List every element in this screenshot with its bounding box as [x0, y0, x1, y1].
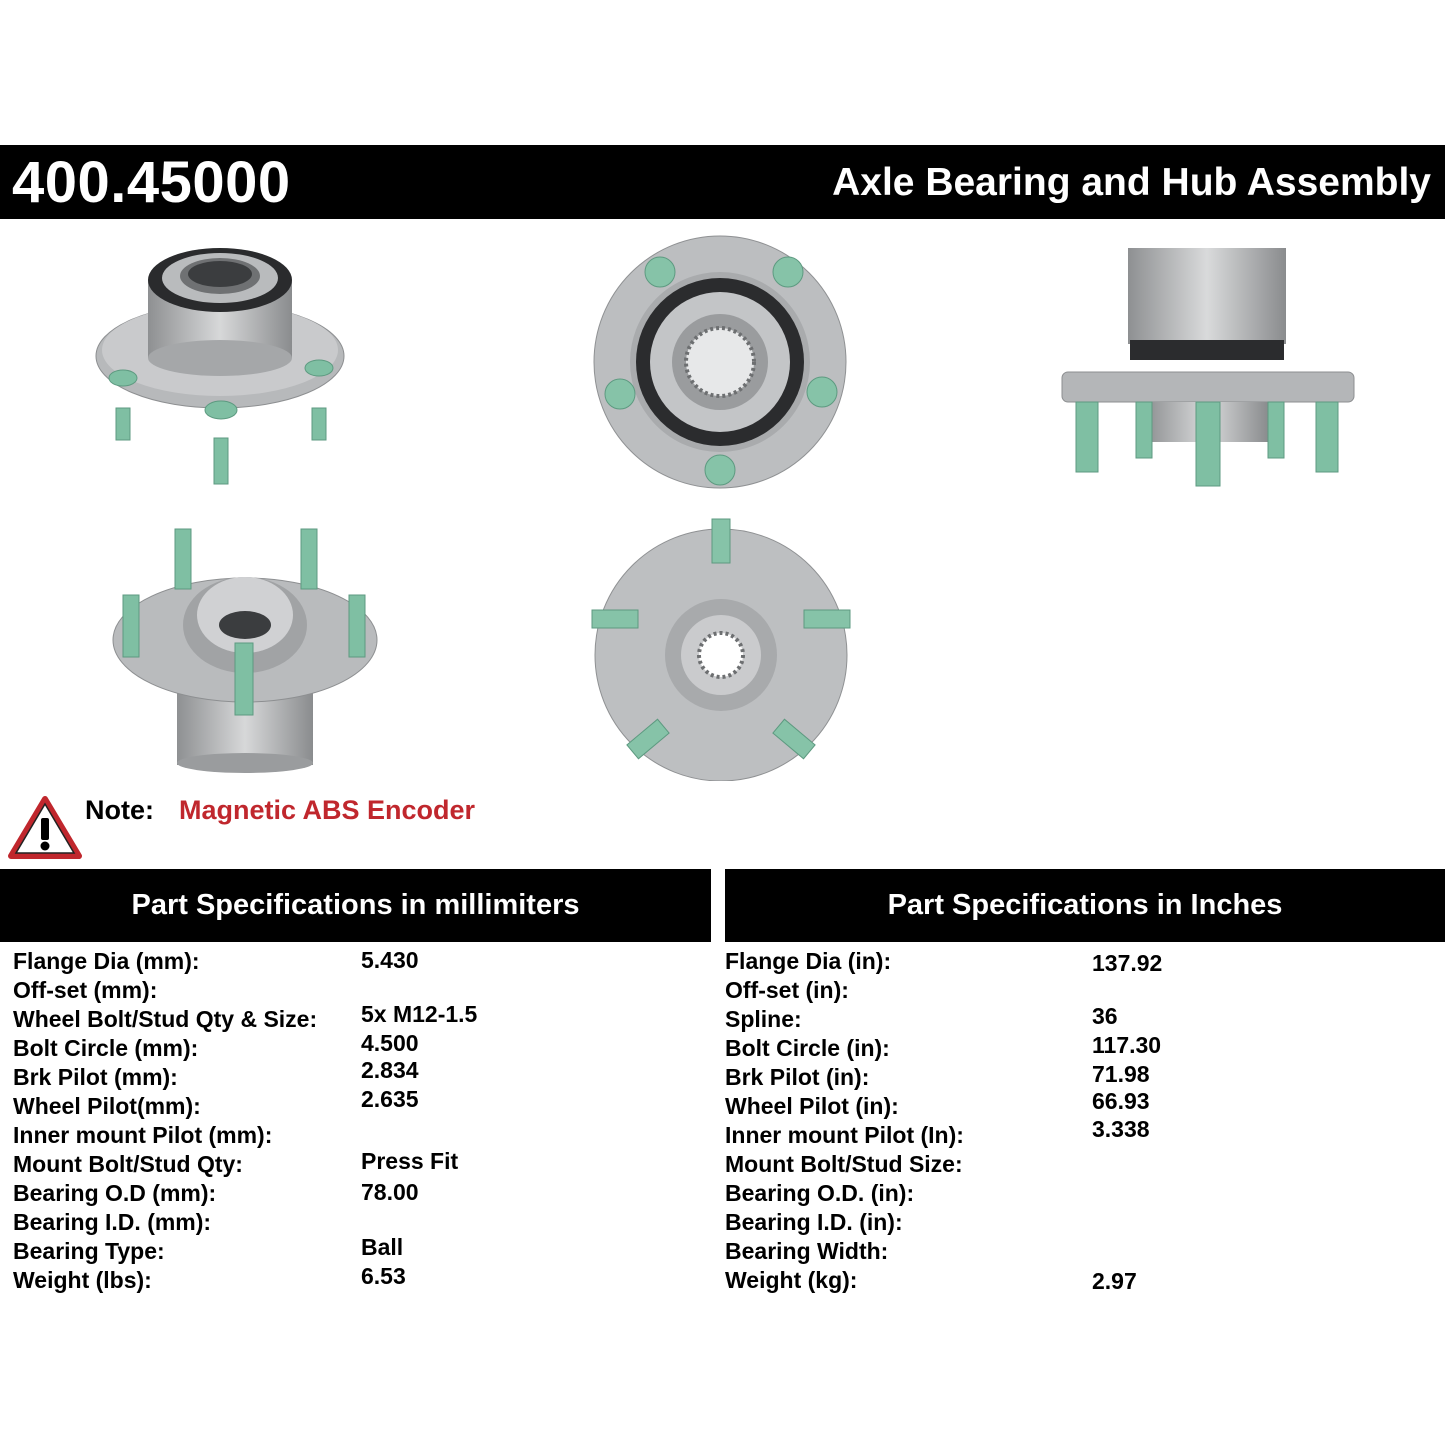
hub-view-angled-top: [90, 228, 355, 493]
spec-label: Flange Dia (mm):: [13, 948, 200, 974]
spec-label: Wheel Pilot (in):: [725, 1093, 899, 1119]
spec-label: Bolt Circle (mm):: [13, 1035, 199, 1061]
spec-label: Wheel Pilot(mm):: [13, 1093, 201, 1119]
spec-label: Bearing Width:: [725, 1238, 889, 1264]
spec-label: Mount Bolt/Stud Size:: [725, 1151, 963, 1177]
spec-label: Brk Pilot (in):: [725, 1064, 870, 1090]
spec-value: 3.338: [1092, 1116, 1150, 1142]
spec-value: 5x M12-1.5: [361, 1001, 478, 1027]
warning-triangle-icon: [8, 796, 82, 860]
spec-value: 6.53: [361, 1263, 406, 1289]
spec-value: Ball: [361, 1234, 404, 1260]
note-label: Note:: [85, 795, 154, 825]
spec-label: Bearing Type:: [13, 1238, 165, 1264]
specs-in-heading: Part Specifications in Inches: [725, 869, 1445, 942]
specs-mm-heading: Part Specifications in millimiters: [0, 869, 711, 942]
hub-view-angled-bottom: [105, 525, 385, 775]
spec-value: 71.98: [1092, 1061, 1150, 1087]
spec-label: Bearing O.D. (in):: [725, 1180, 915, 1206]
spec-value: 117.30: [1092, 1032, 1162, 1058]
note-text: Magnetic ABS Encoder: [179, 795, 476, 825]
spec-value: 4.500: [361, 1030, 419, 1056]
spec-label: Off-set (mm):: [13, 977, 158, 1003]
spec-value: 2.834: [361, 1057, 419, 1083]
spec-label: Bearing I.D. (mm):: [13, 1209, 212, 1235]
spec-value: 36: [1092, 1003, 1118, 1029]
spec-label: Wheel Bolt/Stud Qty & Size:: [13, 1006, 318, 1032]
spec-value: 66.93: [1092, 1088, 1150, 1114]
spec-label: Off-set (in):: [725, 977, 849, 1003]
spec-value: 5.430: [361, 947, 419, 973]
spec-value: Press Fit: [361, 1148, 459, 1174]
spec-value: 137.92: [1092, 950, 1163, 976]
hub-view-face-front: [590, 232, 850, 492]
spec-label: Mount Bolt/Stud Qty:: [13, 1151, 243, 1177]
spec-label: Inner mount Pilot (In):: [725, 1122, 964, 1148]
spec-value: 2.97: [1092, 1268, 1137, 1294]
hub-view-face-rear: [588, 515, 854, 781]
spec-label: Weight (kg):: [725, 1267, 858, 1293]
spec-label: Flange Dia (in):: [725, 948, 892, 974]
spec-value: 78.00: [361, 1179, 419, 1205]
spec-value: 2.635: [361, 1086, 419, 1112]
spec-label: Bearing O.D (mm):: [13, 1180, 217, 1206]
hub-view-side: [1058, 240, 1358, 490]
spec-label: Bearing I.D. (in):: [725, 1209, 903, 1235]
product-title: Axle Bearing and Hub Assembly: [832, 161, 1431, 204]
spec-label: Weight (lbs):: [13, 1267, 152, 1293]
spec-label: Brk Pilot (mm):: [13, 1064, 178, 1090]
part-number: 400.45000: [12, 150, 291, 215]
spec-label: Inner mount Pilot (mm):: [13, 1122, 273, 1148]
spec-label: Spline:: [725, 1006, 802, 1032]
spec-label: Bolt Circle (in):: [725, 1035, 890, 1061]
